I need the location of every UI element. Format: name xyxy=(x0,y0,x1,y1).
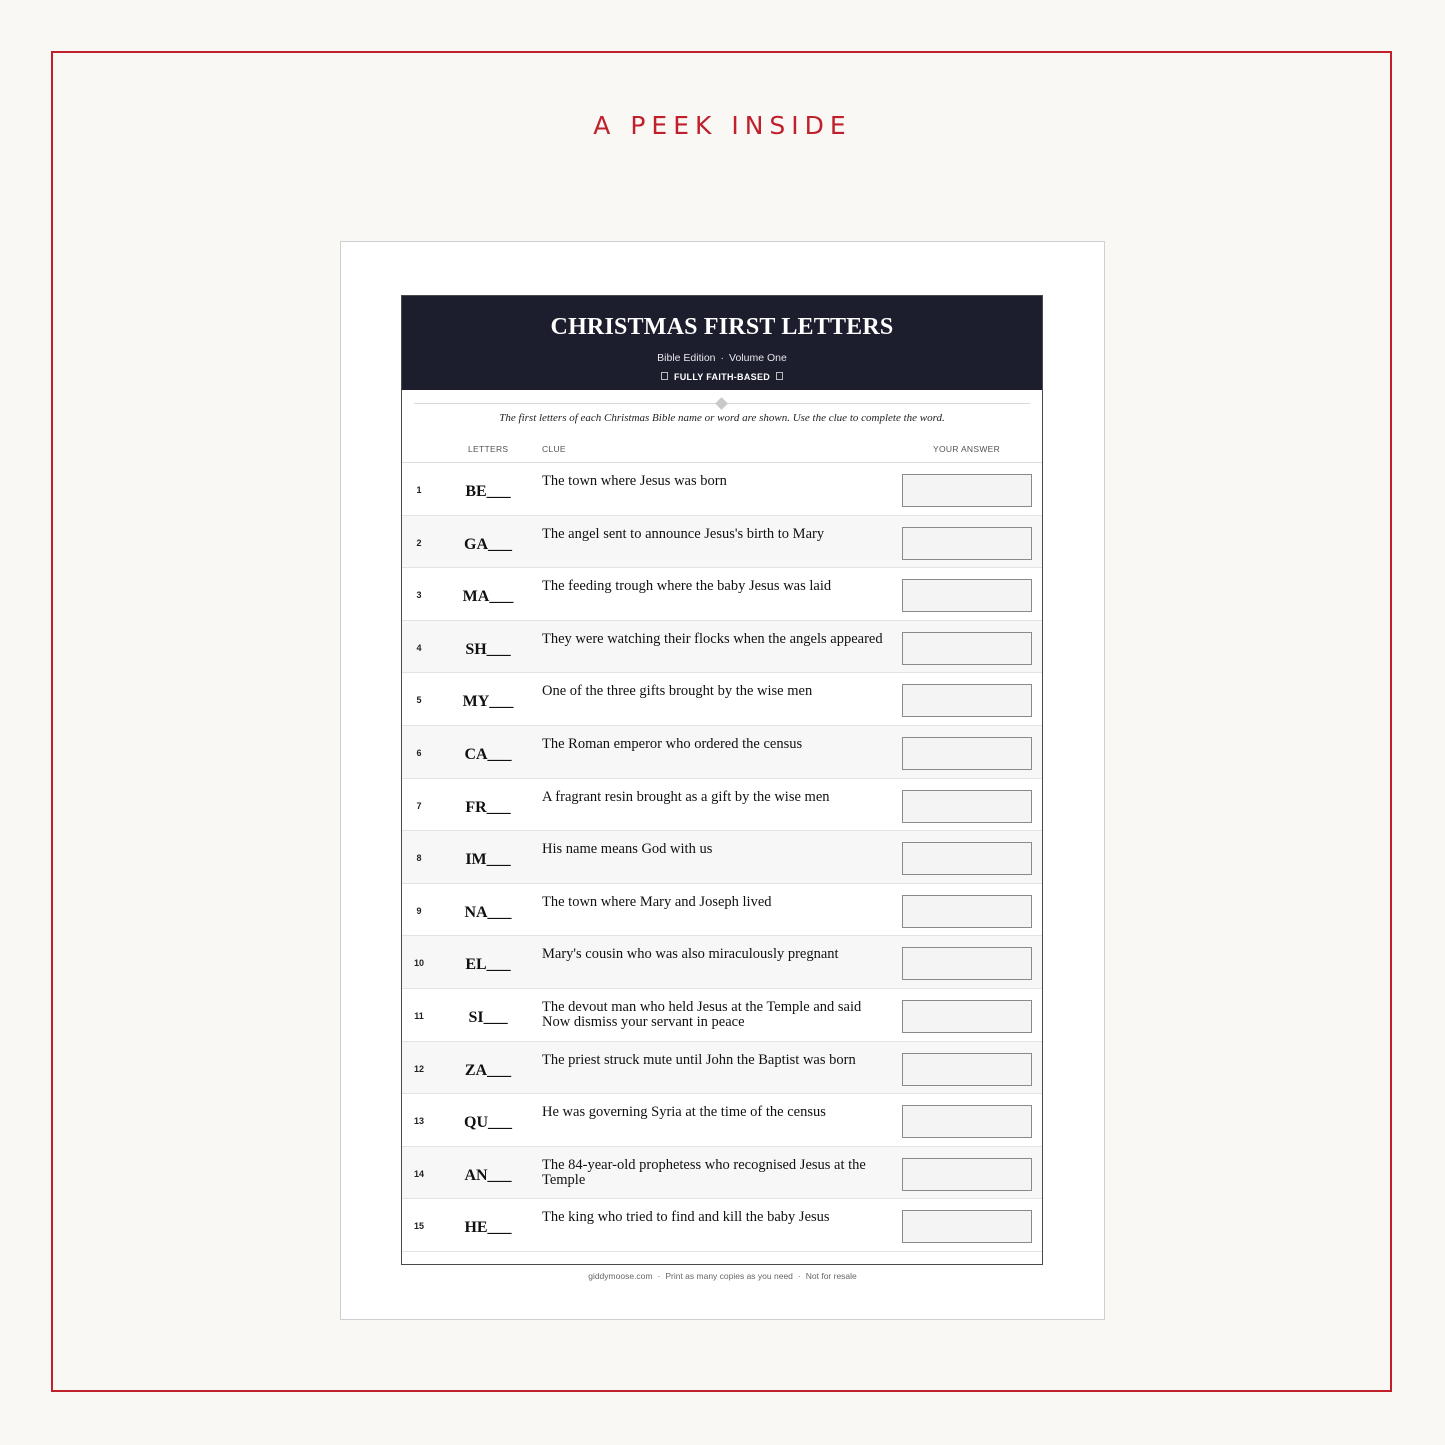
instructions: The first letters of each Christmas Bible name or word are shown. Use the clue to complete the word. xyxy=(499,412,945,424)
row-letters: SH___ xyxy=(465,640,511,658)
answer-box[interactable] xyxy=(902,895,1032,928)
badge-right-icon xyxy=(776,372,783,380)
page-heading: A PEEK INSIDE xyxy=(593,111,852,140)
table-row xyxy=(402,884,1042,937)
row-number: 2 xyxy=(416,537,422,548)
footer-note-resale: Not for resale xyxy=(805,1271,857,1281)
row-letters: CA___ xyxy=(464,745,512,763)
table-row xyxy=(402,1042,1042,1095)
row-letters: ZA___ xyxy=(464,1061,512,1079)
table-row xyxy=(402,621,1042,674)
row-number: 12 xyxy=(413,1063,424,1074)
row-letters: FR___ xyxy=(465,798,511,816)
puzzle-rows xyxy=(402,463,1042,1252)
row-clue: His name means God with us xyxy=(542,841,713,858)
row-clue: The 84-year-old prophetess who recognised Jesus at the Temple xyxy=(542,1156,866,1188)
badge-label: FULLY FAITH-BASED xyxy=(673,372,771,382)
row-number: 11 xyxy=(414,1010,424,1021)
worksheet xyxy=(401,295,1043,1265)
row-clue: The devout man who held Jesus at the Temple and said Now dismiss your servant in peace xyxy=(542,998,862,1030)
volume-label: Volume One xyxy=(729,352,787,364)
row-clue: The Roman emperor who ordered the census xyxy=(542,735,803,752)
row-letters: NA___ xyxy=(464,903,512,921)
row-number: 5 xyxy=(416,695,422,706)
row-clue: The king who tried to find and kill the baby Jesus xyxy=(542,1209,830,1226)
answer-box[interactable] xyxy=(902,947,1032,980)
row-letters: GA___ xyxy=(464,535,512,553)
row-number: 8 xyxy=(416,853,422,864)
row-clue: They were watching their flocks when the angels appeared xyxy=(542,630,883,647)
worksheet-header xyxy=(402,296,1042,390)
answer-box[interactable] xyxy=(902,1053,1032,1086)
row-clue: The priest struck mute until John the Baptist was born xyxy=(542,1051,856,1068)
answer-box[interactable] xyxy=(902,1158,1032,1191)
column-header-clue: CLUE xyxy=(542,444,566,454)
table-row xyxy=(402,1094,1042,1147)
row-clue: He was governing Syria at the time of the census xyxy=(542,1104,826,1121)
subtitle-separator: · xyxy=(720,352,725,364)
ornament-divider xyxy=(402,390,1042,406)
answer-box[interactable] xyxy=(902,632,1032,665)
footer-separator: · xyxy=(797,1271,801,1281)
column-headers xyxy=(402,436,1042,463)
row-letters: IM___ xyxy=(465,851,511,869)
answer-box[interactable] xyxy=(902,1210,1032,1243)
row-letters: AN___ xyxy=(464,1166,512,1184)
row-number: 3 xyxy=(416,590,422,601)
answer-box[interactable] xyxy=(902,527,1032,560)
worksheet-footer xyxy=(340,1271,1105,1281)
footer-separator: · xyxy=(657,1271,661,1281)
row-number: 14 xyxy=(413,1168,424,1179)
answer-box[interactable] xyxy=(902,737,1032,770)
table-row xyxy=(402,989,1042,1042)
row-letters: HE___ xyxy=(464,1219,512,1237)
table-row xyxy=(402,831,1042,884)
footer-site: giddymoose.com xyxy=(588,1271,653,1281)
table-row xyxy=(402,568,1042,621)
answer-box[interactable] xyxy=(902,842,1032,875)
column-header-letters: LETTERS xyxy=(468,444,509,454)
table-row xyxy=(402,779,1042,832)
row-letters: MY___ xyxy=(462,693,514,711)
row-number: 1 xyxy=(416,485,422,495)
row-number: 4 xyxy=(416,642,422,653)
table-row xyxy=(402,936,1042,989)
answer-box[interactable] xyxy=(902,579,1032,612)
row-letters: EL___ xyxy=(465,956,511,974)
answer-box[interactable] xyxy=(902,684,1032,717)
worksheet-title: CHRISTMAS FIRST LETTERS xyxy=(550,314,894,340)
badge-left-icon xyxy=(661,372,668,380)
answer-box[interactable] xyxy=(902,1000,1032,1033)
row-letters: BE___ xyxy=(465,483,511,500)
row-clue: Mary's cousin who was also miraculously pregnant xyxy=(542,946,839,963)
row-number: 9 xyxy=(416,905,422,916)
row-letters: SI___ xyxy=(468,1008,508,1026)
table-row xyxy=(402,1147,1042,1200)
table-row xyxy=(402,463,1042,516)
row-letters: MA___ xyxy=(462,588,514,606)
table-row xyxy=(402,673,1042,726)
row-number: 6 xyxy=(416,747,422,758)
column-header-answer: YOUR ANSWER xyxy=(933,444,1001,454)
edition-label: Bible Edition xyxy=(657,352,716,364)
table-row xyxy=(402,516,1042,569)
answer-box[interactable] xyxy=(902,790,1032,823)
row-clue: One of the three gifts brought by the wise men xyxy=(542,683,813,700)
row-number: 15 xyxy=(413,1221,424,1232)
row-number: 10 xyxy=(413,958,424,969)
answer-box[interactable] xyxy=(902,474,1032,507)
table-row xyxy=(402,726,1042,779)
row-letters: QU___ xyxy=(464,1114,512,1132)
faith-badge xyxy=(402,372,1042,382)
row-clue: A fragrant resin brought as a gift by the wise men xyxy=(542,788,830,805)
row-clue: The angel sent to announce Jesus's birth to Mary xyxy=(542,525,825,542)
row-clue: The town where Jesus was born xyxy=(542,473,727,489)
worksheet-subtitle xyxy=(402,352,1042,364)
answer-box[interactable] xyxy=(902,1105,1032,1138)
row-clue: The town where Mary and Joseph lived xyxy=(542,893,772,910)
row-number: 13 xyxy=(413,1116,424,1127)
row-clue: The feeding trough where the baby Jesus was laid xyxy=(542,578,832,595)
diamond-ornament-icon xyxy=(715,397,728,410)
row-number: 7 xyxy=(416,800,422,811)
table-row xyxy=(402,1199,1042,1252)
footer-note-copies: Print as many copies as you need xyxy=(665,1271,793,1281)
